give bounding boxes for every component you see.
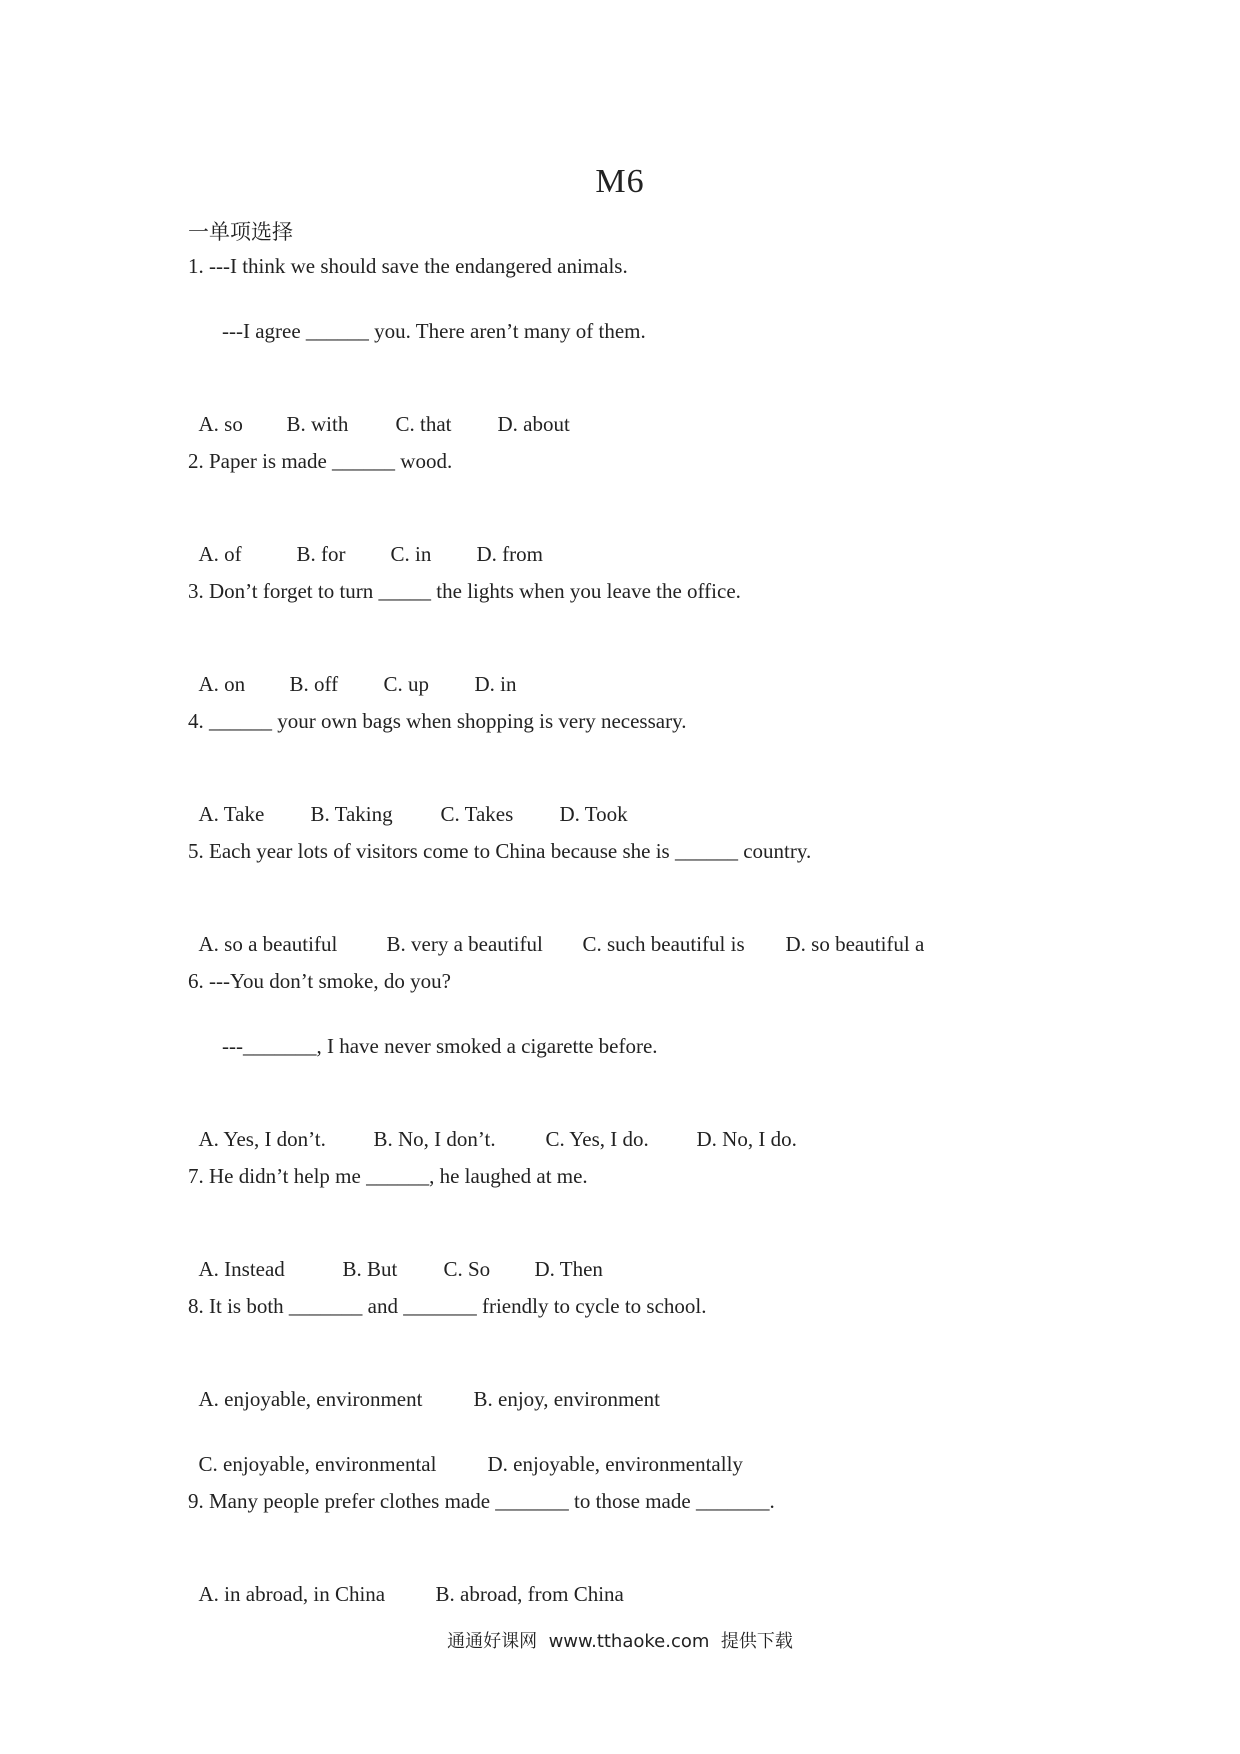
option-a: A. Take (198, 802, 265, 826)
option-b: B. abroad, from China (435, 1582, 624, 1606)
question-8-options-row2 (188, 1422, 743, 1478)
option-b: B. But (342, 1257, 398, 1281)
question-9-options (188, 1552, 624, 1608)
option-a: A. on (198, 672, 246, 696)
option-c: C. enjoyable, environmental (198, 1452, 437, 1476)
option-d: D. Took (559, 802, 628, 826)
option-b: B. off (289, 672, 339, 696)
option-b: B. No, I don’t. (373, 1127, 496, 1151)
option-b: B. enjoy, environment (473, 1387, 660, 1411)
option-c: C. that (395, 412, 452, 436)
option-c: C. So (443, 1257, 491, 1281)
footer-credit: 通通好课网 www.tthaoke.com 提供下载 (447, 1631, 793, 1652)
option-d: D. No, I do. (696, 1127, 797, 1151)
option-d: D. from (476, 542, 543, 566)
question-1-stem-reply: ---I agree ______ you. There aren’t many of them. (222, 319, 646, 343)
option-c: C. such beautiful is (582, 932, 745, 956)
option-a: A. of (198, 542, 242, 566)
option-c: C. up (383, 672, 430, 696)
question-6-stem: 6. ---You don’t smoke, do you? (188, 969, 451, 993)
question-7-stem: 7. He didn’t help me ______, he laughed at me. (188, 1164, 588, 1188)
question-8-options-row1 (188, 1357, 660, 1413)
option-d: D. so beautiful a (785, 932, 925, 956)
question-1-options (188, 382, 570, 438)
option-d: D. Then (534, 1257, 603, 1281)
option-b: B. Taking (310, 802, 393, 826)
option-d: D. enjoyable, environmentally (487, 1452, 743, 1476)
question-5-stem: 5. Each year lots of visitors come to China because she is ______ country. (188, 839, 812, 863)
option-a: A. in abroad, in China (198, 1582, 386, 1606)
option-c: C. Takes (440, 802, 514, 826)
option-c: C. Yes, I do. (545, 1127, 649, 1151)
question-9-stem: 9. Many people prefer clothes made _______ to those made _______. (188, 1489, 775, 1513)
option-a: A. so a beautiful (198, 932, 338, 956)
question-4-stem: 4. ______ your own bags when shopping is very necessary. (188, 709, 687, 733)
question-6-options (188, 1097, 797, 1153)
question-5-options (188, 902, 924, 958)
option-a: A. Yes, I don’t. (198, 1127, 326, 1151)
option-b: B. for (296, 542, 346, 566)
option-b: B. with (286, 412, 349, 436)
option-a: A. Instead (198, 1257, 285, 1281)
option-c: C. in (390, 542, 432, 566)
question-8-stem: 8. It is both _______ and _______ friendly to cycle to school. (188, 1294, 707, 1318)
question-2-stem: 2. Paper is made ______ wood. (188, 449, 453, 473)
question-3-stem: 3. Don’t forget to turn _____ the lights when you leave the office. (188, 579, 741, 603)
question-1-stem: 1. ---I think we should save the endangered animals. (188, 254, 628, 278)
question-2-options (188, 512, 543, 568)
option-d: D. in (474, 672, 517, 696)
option-a: A. so (198, 412, 243, 436)
question-7-options (188, 1227, 603, 1283)
option-a: A. enjoyable, environment (198, 1387, 423, 1411)
option-b: B. very a beautiful (386, 932, 543, 956)
question-4-options (188, 772, 628, 828)
option-d: D. about (497, 412, 570, 436)
page-title: M6 (595, 163, 645, 200)
question-6-stem-reply: ---_______, I have never smoked a cigarette before. (222, 1034, 658, 1058)
section-heading: 一单项选择 (188, 220, 293, 244)
question-3-options (188, 642, 517, 698)
